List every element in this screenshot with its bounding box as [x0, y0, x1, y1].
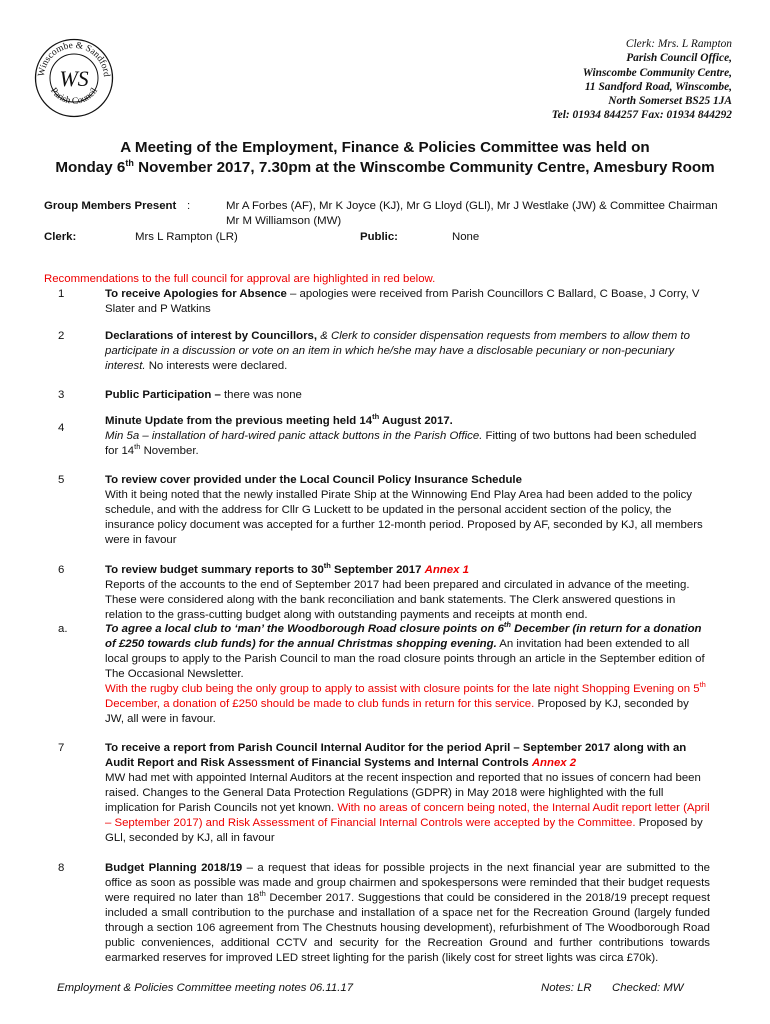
address-line: 11 Sandford Road, Winscombe, — [584, 80, 732, 93]
item-heading: To receive Apologies for Absence — [105, 288, 287, 300]
item-declarations — [105, 329, 710, 374]
title-line-1: A Meeting of the Employment, Finance & Policies Committee was held on — [120, 139, 650, 156]
contact-line: Tel: 01934 844257 Fax: 01934 844292 — [551, 109, 732, 122]
footer-notes: Notes: LR — [541, 982, 592, 994]
heading-part: To review budget summary reports to 30 — [105, 564, 324, 576]
item-number: 2 — [58, 330, 65, 342]
item-text: No interests were declared. — [145, 360, 288, 372]
item-insurance — [105, 473, 710, 548]
item-number: 8 — [58, 862, 65, 874]
recommendation-sup: th — [699, 680, 706, 690]
logo-monogram: WS — [59, 66, 89, 91]
clerk-name: Clerk: Mrs. L Rampton — [625, 38, 732, 50]
annex-link: Annex 2 — [531, 757, 577, 769]
footer-document-name: Employment & Policies Committee meeting notes 06.11.17 — [57, 982, 354, 994]
address-block — [552, 37, 732, 123]
heading-part: September 2017 — [330, 564, 425, 576]
item-text: – apologies were received from Parish Councillors C Ballard, C Boase, J Corry, V Slater and P Watkins — [105, 288, 700, 315]
item-budget-summary — [105, 563, 710, 623]
clerk-value: Mrs L Rampton (LR) — [135, 231, 238, 243]
item-body — [105, 622, 710, 682]
item-sup: th — [134, 442, 141, 452]
item-text: there was none — [220, 389, 302, 401]
item-body: With it being noted that the newly installed Pirate Ship at the Winnowing End Play Area had been added to the policy schedule, and with the address for Cllr G Luckett to be updated in the personal accident section of the policy, the insurance policy document was accepted for a further 12-month period. Proposed by AF, seconded by KJ, all members were in favour — [105, 489, 703, 546]
item-text: November. — [140, 445, 199, 457]
recommendation-text: With no areas of concern being noted, the Internal Audit report letter (April – September 2017) and Risk Assessment of Financial Internal Controls were accepted by the Committee. — [105, 802, 710, 829]
item-number: 6 — [58, 564, 65, 576]
item-text: – a request that ideas for possible projects in the next financial year are submitted to the office as soon as possible was made and group chairmen and spokespersons were reminded that their budget requests were required no later than 18 — [105, 862, 710, 904]
item-text: Proposed by GLl, seconded by KJ, all in favour — [105, 817, 703, 844]
heading-part: To agree a local club to ‘man’ the Woodborough Road closure points on 6 — [105, 623, 504, 635]
item-number: 1 — [58, 288, 65, 300]
item-heading: Public Participation – — [105, 389, 221, 401]
item-heading — [105, 563, 710, 578]
item-number: 4 — [58, 422, 65, 434]
logo-seal — [34, 38, 114, 118]
heading-part: To receive a report from Parish Council Internal Auditor for the period April – September 2017 along with an Audit Report and Risk Assessment of Financial Systems and Internal Controls — [105, 742, 687, 769]
heading-sup: th — [503, 620, 512, 630]
item-text: Proposed by KJ, seconded by JW, all were in favour. — [105, 698, 689, 725]
item-text: An invitation had been extended to all local groups to apply to the Parish Council to man the road closure points through an article in the September edition of The Occasional Newsletter. — [105, 638, 705, 680]
item-body — [105, 682, 710, 727]
clerk-label: Clerk: — [44, 231, 77, 243]
item-text: MW had met with appointed Internal Auditors at the recent inspection and reported that no issues of concern had been raised. Changes to the General Data Protection Regulations (GDPR) in May 2018 were highlighted with the full implication for Parish Councils not yet known. — [105, 772, 701, 814]
public-label: Public: — [360, 231, 398, 243]
title-line-2 — [0, 158, 770, 178]
recommendation-text: With the rugby club being the only group to apply to assist with closure points for the late night Shopping Evening on 5 — [105, 683, 700, 695]
heading-sup: th — [372, 412, 380, 422]
recommendations-note: Recommendations to the full council for approval are highlighted in red below. — [44, 273, 436, 285]
title-date: Monday 6 — [55, 159, 126, 176]
item-italic: Min 5a – installation of hard-wired panic attack buttons in the Parish Office. — [105, 430, 483, 442]
logo-ring-top: Winscombe & Sandford — [36, 40, 112, 78]
item-budget-planning — [105, 861, 710, 966]
address-line: Winscombe Community Centre, — [582, 66, 732, 79]
annex-link: Annex 1 — [424, 564, 469, 576]
present-colon: : — [187, 200, 191, 212]
item-heading — [105, 414, 710, 429]
title-venue: November 2017, 7.30pm at the Winscombe Community Centre, Amesbury Room — [133, 159, 715, 176]
heading-part: Minute Update from the previous meeting held 14 — [105, 415, 373, 427]
item-body — [105, 771, 710, 846]
item-public-participation — [105, 388, 710, 403]
present-value: Mr A Forbes (AF), Mr K Joyce (KJ), Mr G Lloyd (GLl), Mr J Westlake (JW) & Committee Chairman Mr M Williamson (MW) — [226, 200, 718, 227]
present-label: Group Members Present — [44, 200, 177, 212]
address-line: North Somerset BS25 1JA — [608, 95, 732, 108]
recommendation-text: December, a donation of £250 should be made to club funds in return for this service. — [105, 698, 535, 710]
parish-council-logo — [34, 38, 114, 118]
item-text: Fitting of two buttons had been scheduled for 14 — [105, 430, 697, 457]
item-heading: To review cover provided under the Local Council Policy Insurance Schedule — [105, 474, 522, 486]
item-sup: th — [259, 889, 266, 899]
item-body: Reports of the accounts to the end of September 2017 had been prepared and circulated in advance of the meeting. These were considered along with the bank reconciliation and bank statements. The Clerk answered questions in relation to the grass-cutting budget along with outstanding payments and receipts at month end. — [105, 579, 690, 621]
item-apologies — [105, 287, 710, 317]
item-body — [105, 429, 710, 459]
item-heading: Declarations of interest by Councillors, — [105, 330, 318, 342]
heading-sup: th — [323, 561, 331, 571]
item-minute-update — [105, 414, 710, 459]
item-number: 5 — [58, 474, 65, 486]
item-heading: Budget Planning 2018/19 — [105, 862, 243, 874]
item-heading — [105, 741, 710, 771]
heading-part: December (in return for a donation of £250 towards club funds) for the annual Christmas shopping evening. — [105, 623, 702, 650]
heading-part: August 2017. — [379, 415, 453, 427]
item-number: 3 — [58, 389, 65, 401]
item-internal-audit — [105, 741, 710, 846]
item-road-closure — [105, 622, 710, 727]
item-text: December 2017. Suggestions that could be considered in the 2018/19 precept request included a small contribution to the purchase and installation of a space net for the Recreation Ground (largely funded through a section 106 agreement from The Chestnuts housing development), refurbishment of The Woodborough Road public conveniences, additional CCTV and security for the Recreation Ground and further contributions towards earmarked reserves for improved LED street lighting for the parish (likely cost for street lights was circa £70k). — [105, 892, 710, 964]
item-number: 7 — [58, 742, 65, 754]
address-line: Parish Council Office, — [626, 52, 732, 65]
title-sup: th — [125, 157, 134, 168]
footer-checked: Checked: MW — [612, 982, 684, 994]
item-number: a. — [58, 623, 68, 635]
meeting-title — [0, 138, 770, 178]
item-italic: & Clerk to consider dispensation requests from members to allow them to participate in a discussion or vote on an item in which he/she may have a disclosable pecuniary or non-pecuniary interest. — [105, 330, 690, 372]
public-value: None — [452, 231, 480, 243]
logo-ring-bottom: Parish Council — [48, 86, 100, 107]
